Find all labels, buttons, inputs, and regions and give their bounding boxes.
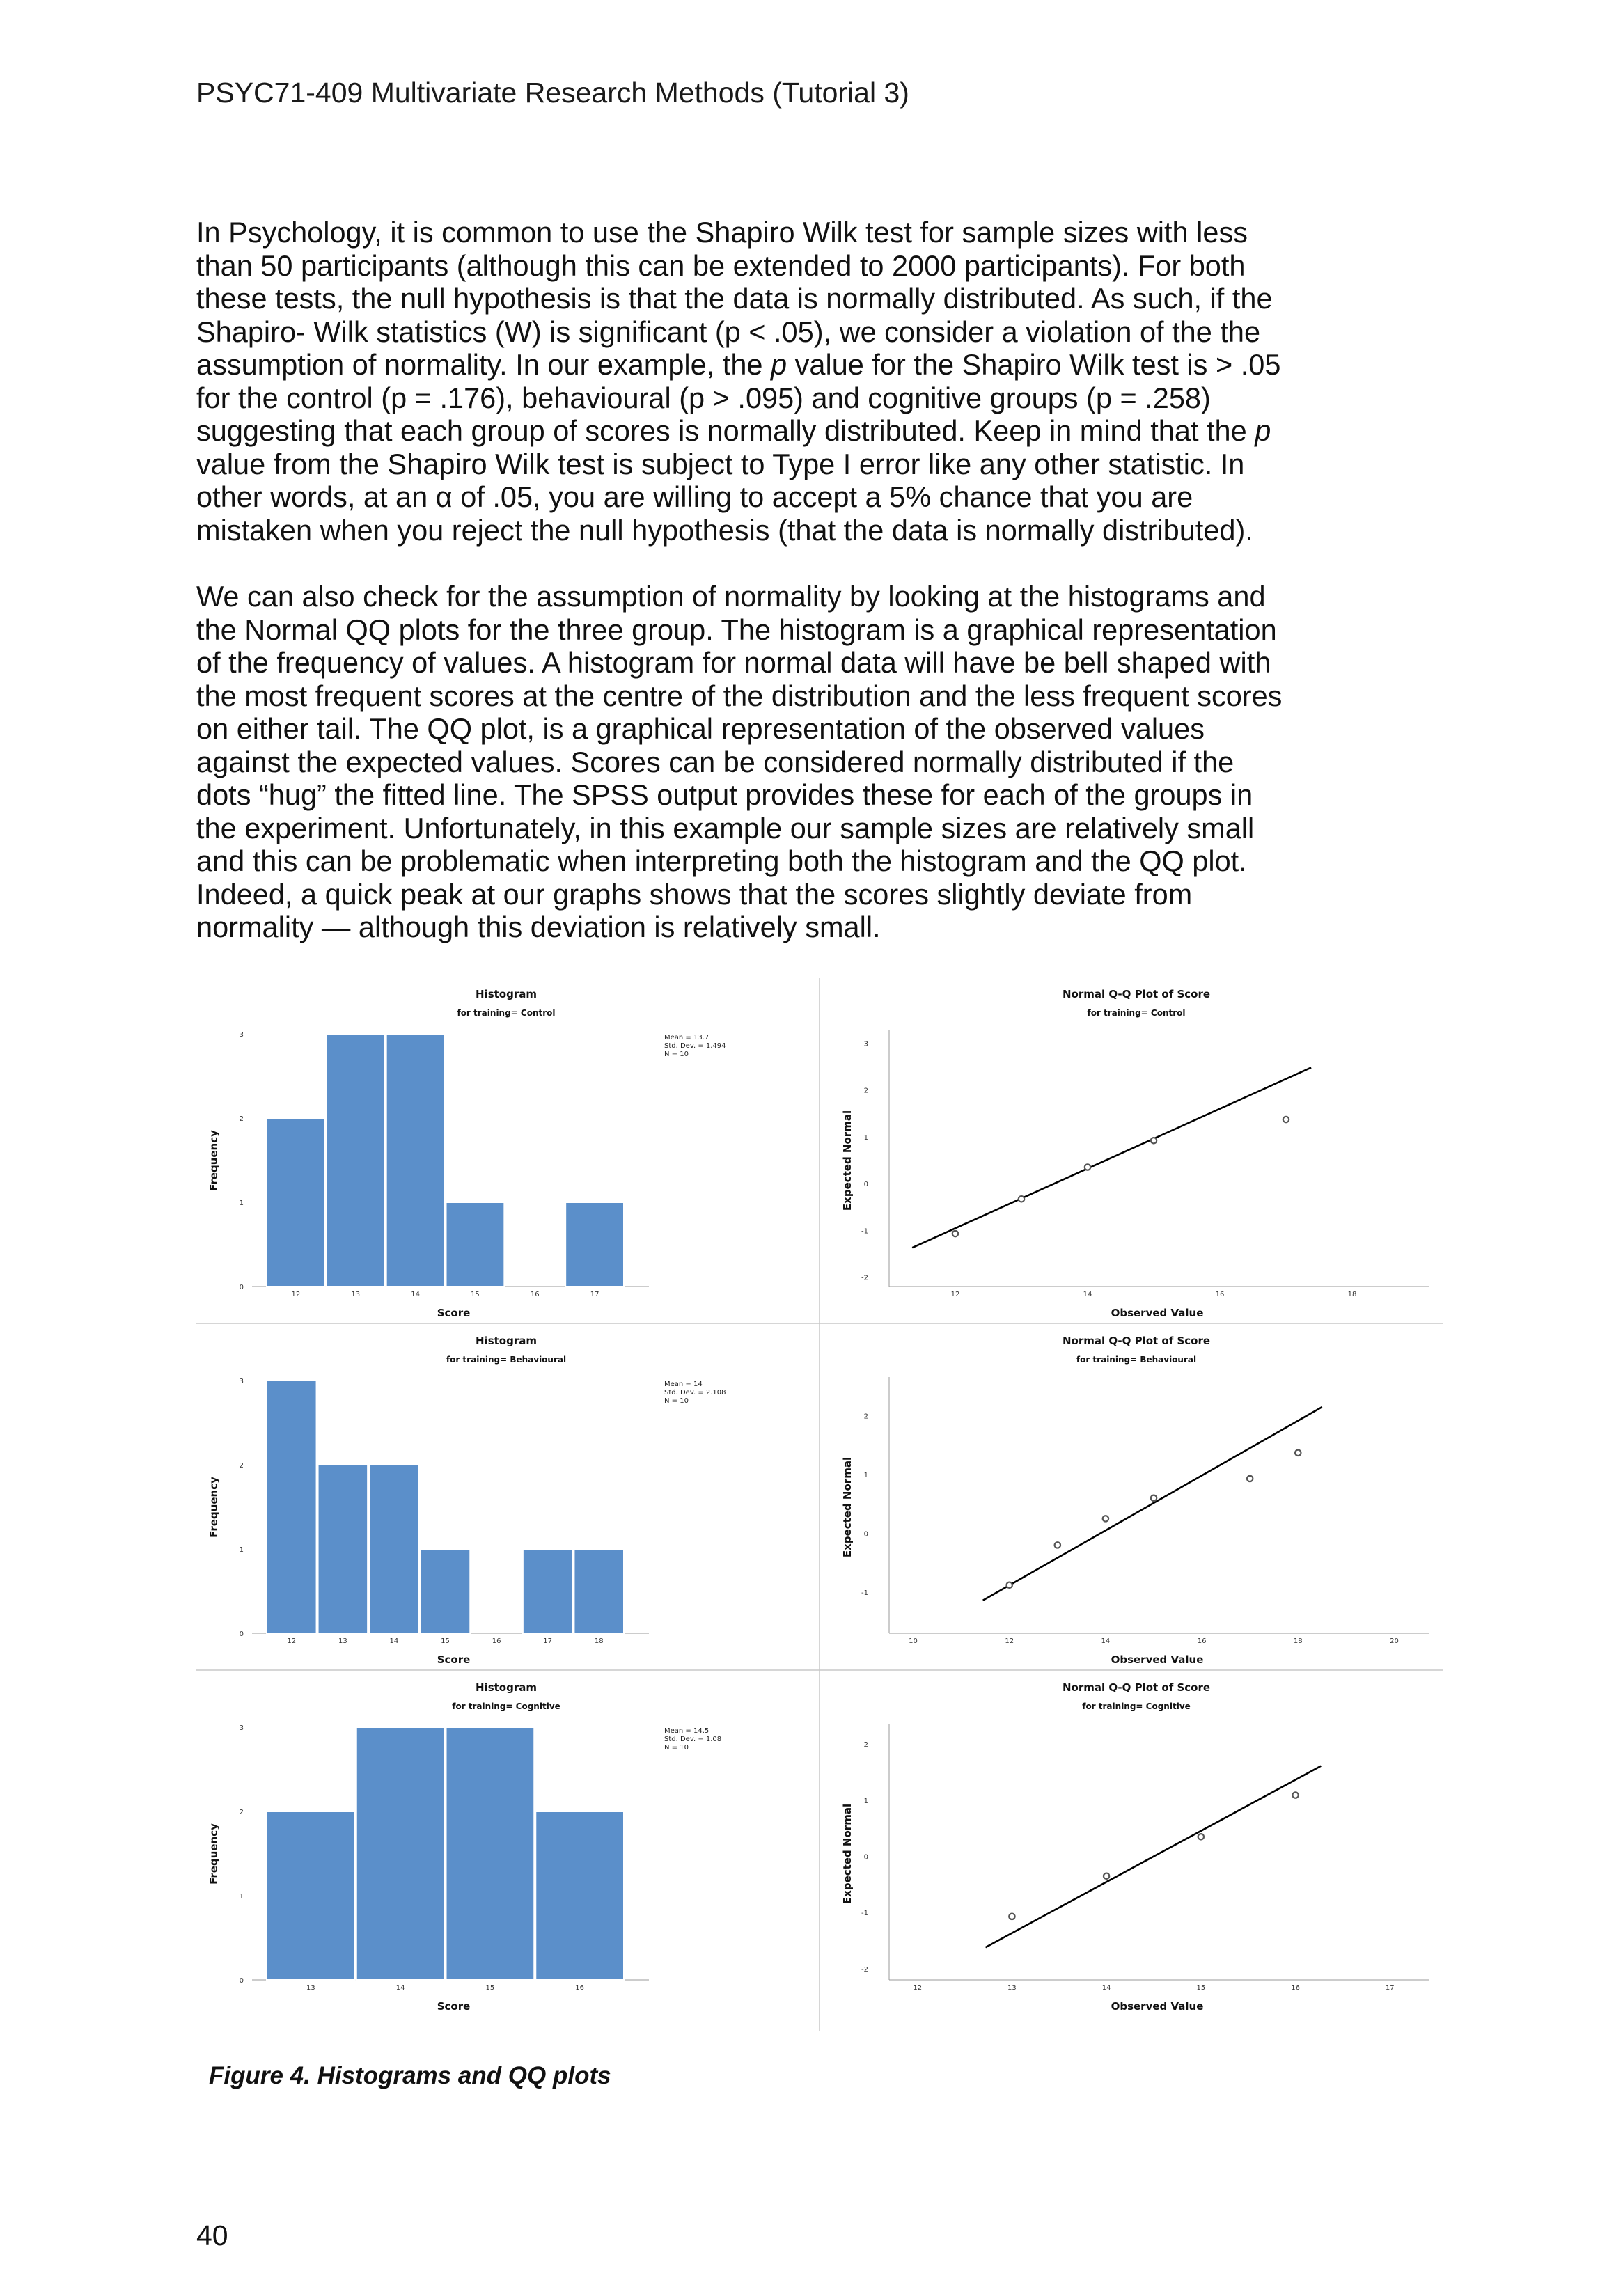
chart-title: Normal Q-Q Plot of Score [1062,1335,1211,1347]
running-header: PSYC71-409 Multivariate Research Methods (Tutorial 3) [196,77,909,109]
x-tick-label: 10 [909,1637,918,1645]
fit-line [912,1067,1311,1248]
stats-label: Std. Dev. = 2.108 [664,1389,726,1397]
text-line: the experiment. Unfortunately, in this example our sample sizes are relatively small [196,811,1255,844]
y-tick-label: 2 [863,1741,868,1749]
text-line: the Normal QQ plots for the three group. The histogram is a graphical representation [196,613,1277,646]
text-line: normality — although this deviation is relatively small. [196,911,881,943]
chart-subtitle: for training= Cognitive [452,1701,560,1711]
x-axis-label: Observed Value [1111,2000,1204,2013]
x-tick-label: 14 [1101,1984,1111,1992]
x-tick-label: 17 [590,1291,599,1298]
data-point [1019,1196,1024,1202]
x-tick-label: 13 [1007,1984,1017,1992]
x-tick-label: 12 [913,1984,923,1992]
x-tick-label: 12 [1005,1637,1014,1645]
x-tick-label: 20 [1390,1637,1399,1645]
x-tick-label: 16 [1197,1637,1207,1645]
y-tick-label: 0 [863,1530,868,1539]
text-line: the most frequent scores at the centre of the distribution and the less frequent scores [196,679,1283,712]
text-line: these tests, the null hypothesis is that the data is normally distributed. As such, if the [196,282,1273,315]
chart-subtitle: for training= Cognitive [1082,1701,1191,1711]
x-tick-label: 15 [471,1291,480,1298]
data-point [1104,1873,1109,1879]
histogram-bar [535,1811,624,1980]
y-tick-label: 0 [863,1853,868,1862]
y-tick-label: 2 [239,1462,244,1470]
x-tick-label: 13 [306,1984,315,1992]
chart-title: Normal Q-Q Plot of Score [1062,1681,1211,1694]
data-point [1295,1450,1301,1456]
figure-caption: Figure 4. Histograms and QQ plots [209,2062,611,2089]
x-tick-label: 17 [543,1637,553,1645]
histogram-bar [318,1465,368,1633]
data-point [1283,1117,1289,1122]
chart-subtitle: for training= Behavioural [446,1355,567,1365]
data-point [1198,1834,1204,1839]
x-tick-label: 15 [1196,1984,1206,1992]
paragraph [196,580,1443,944]
chart-title: Normal Q-Q Plot of Score [1062,988,1211,1000]
y-tick-label: -2 [861,1965,868,1974]
text-line: Indeed, a quick peak at our graphs shows that the scores slightly deviate from [196,877,1193,911]
data-point [1085,1164,1090,1170]
x-tick-label: 16 [492,1637,501,1645]
y-tick-label: 3 [239,1724,244,1732]
x-tick-label: 16 [530,1291,540,1298]
x-axis-label: Observed Value [1111,1653,1204,1666]
figure-4 [196,978,1443,2036]
x-tick-label: 14 [1101,1637,1111,1645]
text-line: of the frequency of values. A histogram for normal data will have be bell shaped with [196,646,1271,679]
x-tick-label: 13 [351,1291,361,1298]
x-axis-label: Score [437,1653,471,1666]
y-tick-label: -1 [861,1910,868,1918]
x-axis-label: Score [437,2000,471,2013]
stats-label: Std. Dev. = 1.494 [664,1042,726,1050]
data-point [1055,1542,1060,1548]
fit-line [985,1766,1321,1948]
stats-label: N = 10 [664,1744,689,1752]
x-tick-label: 18 [1347,1291,1357,1298]
x-axis-label: Observed Value [1111,1307,1204,1319]
text-line: suggesting that each group of scores is normally distributed. Keep in mind that the p [196,414,1271,447]
text-line: In Psychology, it is common to use the Shapiro Wilk test for sample sizes with less [196,216,1248,249]
stats-label: N = 10 [664,1397,689,1405]
histogram-bar [421,1549,471,1633]
text-line: assumption of normality. In our example, the p value for the Shapiro Wilk test is > .05 [196,348,1281,381]
fit-line [983,1407,1322,1601]
x-tick-label: 15 [441,1637,450,1645]
y-axis-label: Frequency [207,1130,220,1191]
y-tick-label: 1 [863,1133,868,1142]
histogram-bar [565,1202,624,1287]
x-tick-label: 13 [338,1637,347,1645]
data-point [1009,1914,1014,1919]
histogram-bar [446,1202,505,1287]
y-tick-label: 2 [239,1809,244,1816]
histogram-bar [386,1034,445,1287]
chart-title: Histogram [476,1335,537,1347]
y-tick-label: 2 [863,1087,868,1095]
x-tick-label: 14 [389,1637,399,1645]
stats-label: Mean = 13.7 [664,1034,709,1041]
text-line: than 50 participants (although this can be extended to 2000 participants). For both [196,249,1246,282]
y-tick-label: 3 [239,1031,244,1039]
y-tick-label: 0 [239,1977,244,1985]
data-point [1151,1138,1157,1143]
x-tick-label: 16 [1215,1291,1225,1298]
histogram-bar [267,1381,317,1633]
y-tick-label: 3 [863,1040,868,1048]
histogram-bar [267,1118,325,1287]
italic-symbol: p [1255,414,1271,447]
y-tick-label: 0 [863,1181,868,1189]
text-line: mistaken when you reject the null hypothesis (that the data is normally distributed). [196,513,1253,547]
y-tick-label: -1 [861,1589,868,1597]
histogram-bar [446,1727,535,1980]
paragraph [196,216,1443,547]
stats-label: Std. Dev. = 1.08 [664,1736,722,1743]
histogram-bar [267,1811,355,1980]
y-tick-label: 2 [863,1413,868,1421]
histograms-and-qq-plots [196,978,1443,2036]
y-tick-label: 1 [239,1893,244,1901]
histogram-bar [327,1034,385,1287]
y-axis-label: Expected Normal [841,1456,854,1558]
chart-title: Histogram [476,1681,537,1694]
data-point [1103,1516,1108,1521]
y-tick-label: -1 [861,1227,868,1236]
text-line: other words, at an α of .05, you are willing to accept a 5% chance that you are [196,480,1193,513]
italic-symbol: p [771,348,787,381]
x-tick-label: 18 [1293,1637,1303,1645]
text-line: for the control (p = .176), behavioural (p > .095) and cognitive groups (p = .258) [196,381,1211,414]
text-line: We can also check for the assumption of normality by looking at the histograms and [196,580,1266,613]
x-tick-label: 18 [594,1637,604,1645]
text-line: Shapiro- Wilk statistics (W) is significant (p < .05), we consider a violation of the the [196,315,1261,348]
y-tick-label: 0 [239,1284,244,1291]
y-tick-label: 1 [863,1472,868,1480]
histogram-bar [574,1549,624,1633]
histogram-bar [523,1549,573,1633]
y-axis-label: Frequency [207,1477,220,1538]
y-tick-label: 0 [239,1630,244,1638]
y-axis-label: Expected Normal [841,1110,854,1211]
x-tick-label: 12 [950,1291,960,1298]
histogram-bar [356,1727,445,1980]
x-tick-label: 16 [1291,1984,1300,1992]
chart-subtitle: for training= Behavioural [1076,1355,1197,1365]
y-axis-label: Expected Normal [841,1803,854,1905]
data-point [1247,1476,1253,1481]
text-line: dots “hug” the fitted line. The SPSS output provides these for each of the groups in [196,778,1253,811]
y-tick-label: 1 [863,1797,868,1805]
y-tick-label: 3 [239,1378,244,1385]
y-axis-label: Frequency [207,1823,220,1885]
data-point [1007,1582,1012,1588]
stats-label: Mean = 14 [664,1381,703,1388]
x-tick-label: 14 [411,1291,420,1298]
x-tick-label: 14 [395,1984,405,1992]
histogram-bar [369,1465,419,1633]
x-tick-label: 12 [287,1637,297,1645]
y-tick-label: -2 [861,1274,868,1282]
chart-subtitle: for training= Control [1087,1008,1186,1018]
text-line: on either tail. The QQ plot, is a graphical representation of the observed values [196,712,1205,745]
x-tick-label: 16 [575,1984,584,1992]
x-tick-label: 14 [1083,1291,1092,1298]
x-tick-label: 12 [291,1291,301,1298]
x-tick-label: 15 [485,1984,495,1992]
data-point [1292,1792,1298,1798]
stats-label: Mean = 14.5 [664,1727,709,1735]
stats-label: N = 10 [664,1051,689,1058]
x-axis-label: Score [437,1307,471,1319]
x-tick-label: 17 [1385,1984,1395,1992]
text-line: and this can be problematic when interpreting both the histogram and the QQ plot. [196,844,1247,877]
chart-title: Histogram [476,988,537,1000]
text-line: against the expected values. Scores can be considered normally distributed if the [196,745,1234,778]
body-text [196,216,1443,977]
text-line: value from the Shapiro Wilk test is subject to Type I error like any other statistic. In [196,447,1245,480]
page-number: 40 [196,2219,228,2251]
data-point [1151,1495,1157,1501]
chart-subtitle: for training= Control [457,1008,556,1018]
data-point [952,1231,958,1236]
y-tick-label: 1 [239,1546,244,1554]
y-tick-label: 2 [239,1115,244,1123]
y-tick-label: 1 [239,1200,244,1207]
